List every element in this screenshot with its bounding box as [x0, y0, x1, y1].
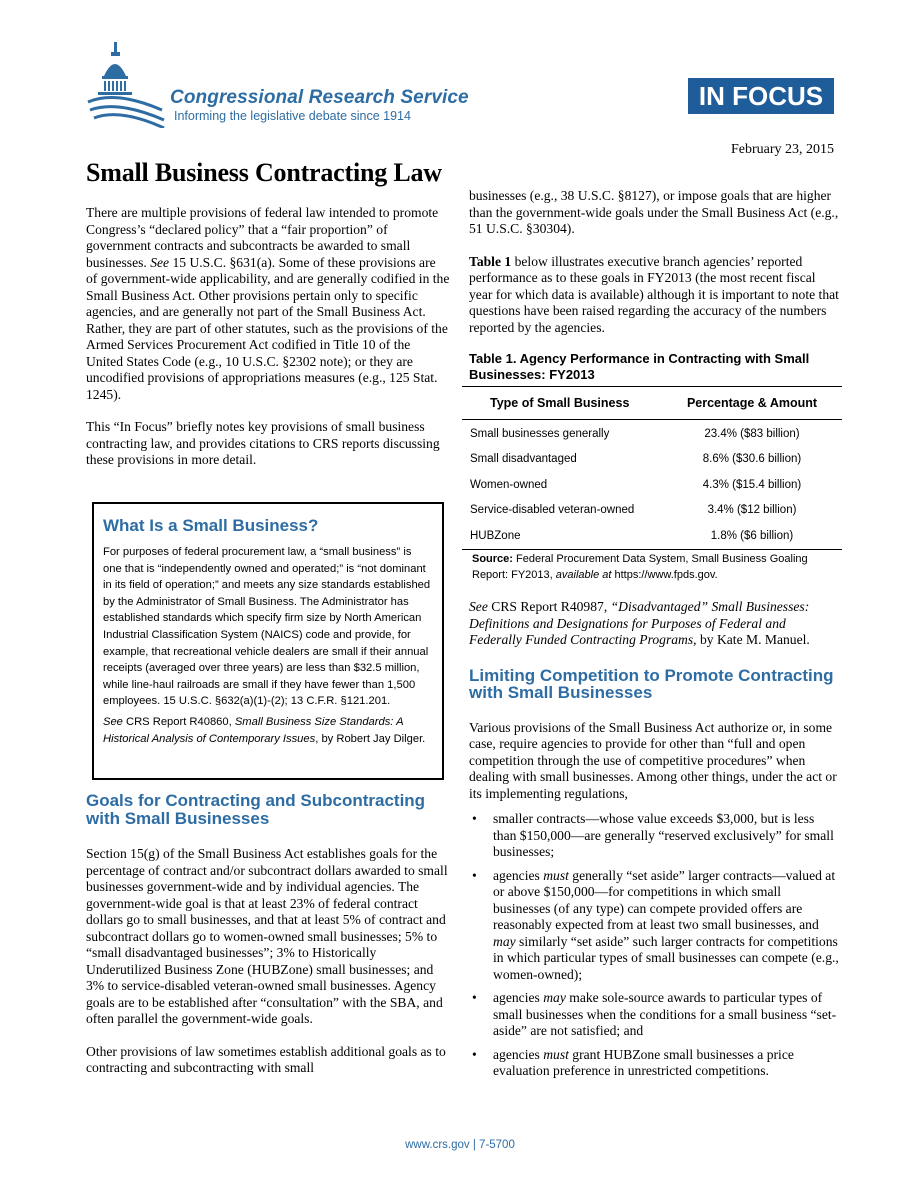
left-goals — [86, 792, 450, 1093]
row-value: 3.4% ($12 billion) — [707, 504, 797, 517]
goals-heading: Goals for Contracting and Subcontracting with Small Businesses — [86, 791, 426, 828]
table-row — [462, 498, 842, 524]
limiting-paragraph: Various provisions of the Small Business Act authorize or, in some case, require agencies to provide for other than “full and open competition through the use of competitive procedures” when dealing with small businesses. Among other things, under the act or its implementing regulations, — [469, 719, 837, 801]
table-source: Source: Federal Procurement Data System, Small Business Goaling Report: FY2013, available at https://www.fpds.gov. — [472, 553, 808, 581]
row-type: Women-owned — [470, 478, 548, 491]
org-tagline: Informing the legislative debate since 1914 — [174, 109, 411, 123]
box-title: What Is a Small Business? — [103, 516, 319, 535]
row-type: Service-disabled veteran-owned — [470, 504, 635, 517]
in-focus-badge: IN FOCUS — [688, 78, 834, 114]
row-value: 4.3% ($15.4 billion) — [702, 478, 802, 491]
row-value: 1.8% ($6 billion) — [710, 529, 794, 542]
right-top — [469, 188, 841, 352]
table-body — [462, 420, 842, 550]
list-item: • agencies may make sole-source awards to particular types of small businesses when the conditions for a small business “set-aside” are not satisfied; and — [469, 990, 841, 1040]
right-bottom — [469, 599, 841, 1087]
row-value: 23.4% ($83 billion) — [704, 427, 800, 440]
row-type: Small businesses generally — [470, 427, 610, 440]
crs-capitol-logo — [86, 38, 166, 128]
list-item: • smaller contracts—whose value exceeds $3,000, but is less than $150,000—are generally “reserved exclusively” for small businesses; — [469, 811, 841, 861]
row-type: HUBZone — [470, 529, 521, 542]
table-col-percentage: Percentage & Amount — [686, 396, 818, 410]
goals-paragraph-2: Other provisions of law sometimes establish additional goals as to contracting and subcontracting with small — [86, 1043, 446, 1075]
publication-date: February 23, 2015 — [730, 142, 834, 157]
performance-table — [462, 386, 842, 550]
goals-paragraph-1: Section 15(g) of the Small Business Act establishes goals for the percentage of contract and/or subcontract dollars awarded to small businesses government-wide and by individual agencies. The government-wide goal is that at least 23% of federal contract dollars go to small businesses, and that at least 5% of contract and subcontract dollars go to women-owned small businesses; 5% to “small disadvantaged businesses”; 3% to Historically Underutilized Business Zone (HUBZone) small businesses; and 3% to service-disabled veteran-owned small businesses. Agency goals are to be established after “consultation” with the SBA, and often parallel the government-wide goals. — [86, 846, 448, 1026]
intro-paragraph-2: This “In Focus” briefly notes key provisions of small business contracting law, and provides citations to CRS reports discussing these provisions in more detail. — [86, 419, 440, 467]
table-row — [462, 421, 842, 447]
table-col-type: Type of Small Business — [490, 396, 630, 410]
see-also-paragraph: See CRS Report R40987, “Disadvantaged” Small Businesses: Definitions and Designations for Purposes of Federal and Federally Funded Contracting Programs, by Kate M. Manuel. — [469, 599, 810, 647]
list-item: • agencies must grant HUBZone small businesses a price evaluation preference in unrestricted competitions. — [469, 1047, 841, 1080]
table-row — [462, 447, 842, 473]
list-item: • agencies must generally “set aside” larger contracts—valued at or above $150,000—for competitions in which small businesses (of any type) can compete provided offers are reasonably expected from at least two small businesses, and may similarly “set aside” such larger contracts for competitions in which particular types of small businesses can compete (e.g., women-owned); — [469, 868, 841, 984]
box-see-also: See CRS Report R40860, Small Business Size Standards: A Historical Analysis of Contemporary Issues, by Robert Jay Dilger. — [103, 715, 426, 745]
table-caption: Table 1. Agency Performance in Contracting with Small Businesses: FY2013 — [469, 351, 810, 382]
row-value: 8.6% ($30.6 billion) — [702, 453, 802, 466]
table-row — [462, 472, 842, 498]
sidebar-box — [92, 502, 444, 780]
row-type: Small disadvantaged — [470, 453, 577, 466]
table-header — [462, 386, 842, 420]
page-title: Small Business Contracting Law — [86, 158, 442, 187]
table-row — [462, 523, 842, 549]
box-text: For purposes of federal procurement law, a “small business” is one that is “independently owned and operated;” is “not dominant in its field of operation;” and meets any size standards established by the Administrator of Small Business. The Administrator has established standards which specify firm size by North American Industrial Classification System (NAICS) code and provide, for example, that recreational vehicle dealers are small if their annual receipts (averaged over three years) are less than $32.5 million, while line-haul railroads are small if they have fewer than 1,500 employees. 15 U.S.C. §632(a)(1)-(2); 13 C.F.R. §121.201. — [103, 546, 431, 708]
org-name: Congressional Research Service — [170, 87, 469, 108]
page-footer[interactable]: www.crs.gov | 7-5700 — [405, 1139, 515, 1151]
table-intro-paragraph: Table 1 below illustrates executive branch agencies’ reported performance as to these goals in FY2013 (the most recent fiscal year for which data is available) although it is important to note that questions have been raised regarding the accuracy of the numbers reported by the agencies. — [469, 253, 839, 335]
limiting-heading: Limiting Competition to Promote Contracting with Small Businesses — [469, 665, 834, 702]
continued-paragraph: businesses (e.g., 38 U.S.C. §8127), or impose goals that are higher than the government-wide goals under the Small Business Act (e.g., 51 U.S.C. §30304). — [469, 188, 839, 236]
provisions-list — [469, 811, 841, 1080]
intro-paragraph-1: There are multiple provisions of federal law intended to promote Congress’s “declared policy” that a “fair proportion” of government contracts and subcontracts be awarded to small businesses. See 15 U.S.C. §631(a). Some of these provisions are of government-wide applicability, and are generally codified in the Small Business Act. Other provisions pertain only to specific agencies, and are generally not part of the Small Business Act. Rather, they are part of other statutes, such as the provisions of the Armed Services Procurement Act codified in Title 10 of the United States Code (e.g., 10 U.S.C. §2302 note); or they are uncodified provisions of appropriations measures (e.g., 125 Stat. 1245). — [86, 205, 450, 402]
left-intro — [86, 205, 450, 485]
